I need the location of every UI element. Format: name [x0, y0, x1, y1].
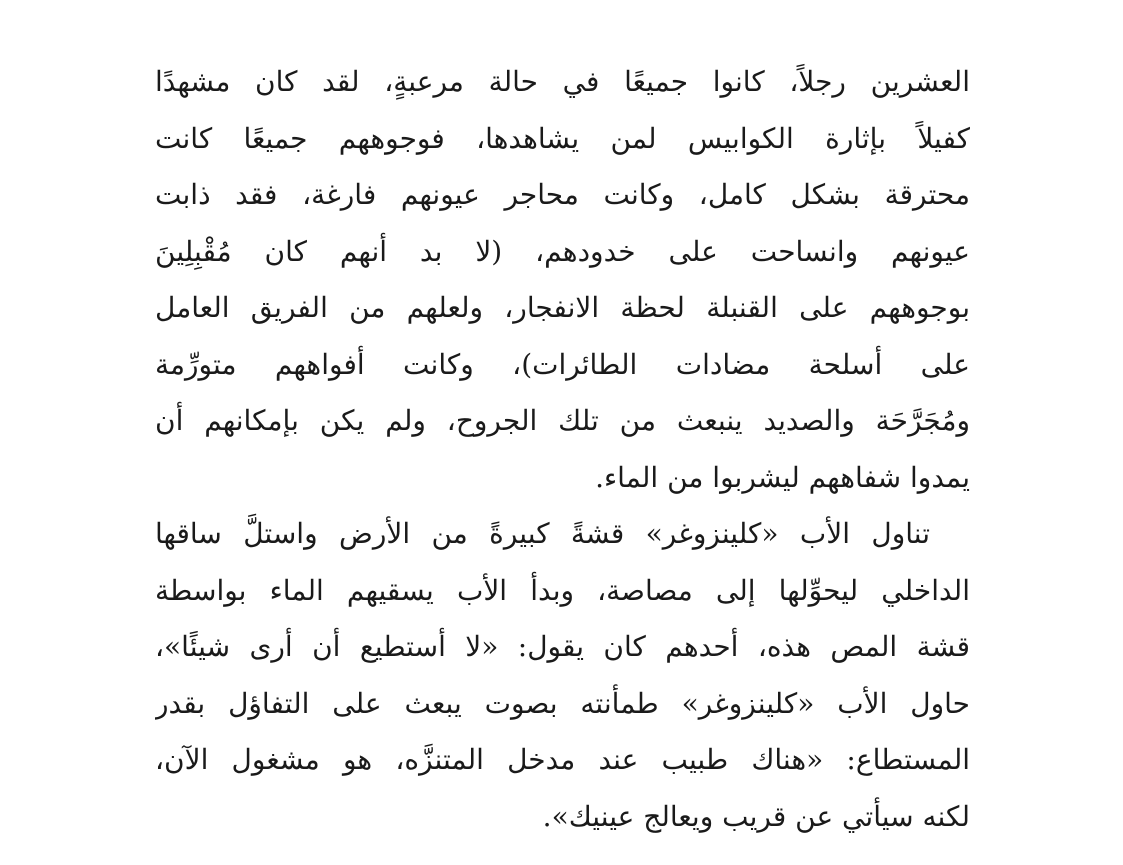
- text-line: تناول الأب «كلينزوغر» قشةً كبيرةً من الأرض واستلَّ ساقها: [155, 517, 930, 550]
- text-line: بوجوههم على القنبلة لحظة الانفجار، ولعلهم من الفريق العامل: [155, 291, 970, 324]
- text-line: ومُجَرَّحَة والصديد ينبعث من تلك الجروح، ولم يكن بإمكانهم أن: [155, 404, 970, 437]
- text-line: الداخلي ليحوِّلها إلى مصاصة، وبدأ الأب يسقيهم الماء بواسطة: [155, 573, 970, 607]
- text-line: كفيلاً بإثارة الكوابيس لمن يشاهدها، فوجوههم جميعًا كانت: [155, 121, 970, 155]
- text-line: المستطاع: «هناك طبيب عند مدخل المتنزَّه، هو مشغول الآن،: [155, 743, 970, 776]
- text-line: لكنه سيأتي عن قريب ويعالج عينيك».: [542, 799, 970, 833]
- text-line: محترقة بشكل كامل، وكانت محاجر عيونهم فارغة، فقد ذابت: [155, 178, 970, 211]
- text-line: يمدوا شفاههم ليشربوا من الماء.: [595, 460, 970, 494]
- text-line: على أسلحة مضادات الطائرات)، وكانت أفواههم متورِّمة: [155, 347, 970, 381]
- text-line: حاول الأب «كلينزوغر» طمأنته بصوت يبعث على التفاؤل بقدر: [155, 686, 970, 720]
- text-line: العشرين رجلاً، كانوا جميعًا في حالة مرعبةٍ، لقد كان مشهدًا: [155, 65, 970, 98]
- body-text: [155, 54, 970, 845]
- paragraph-2: [155, 506, 970, 845]
- paragraph-1: [155, 54, 970, 506]
- text-line: عيونهم وانساحت على خدودهم، (لا بد أنهم كان مُقْبِلِينَ: [155, 234, 970, 268]
- text-line: قشة المص هذه، أحدهم كان يقول: «لا أستطيع أن أرى شيئًا»،: [155, 630, 970, 663]
